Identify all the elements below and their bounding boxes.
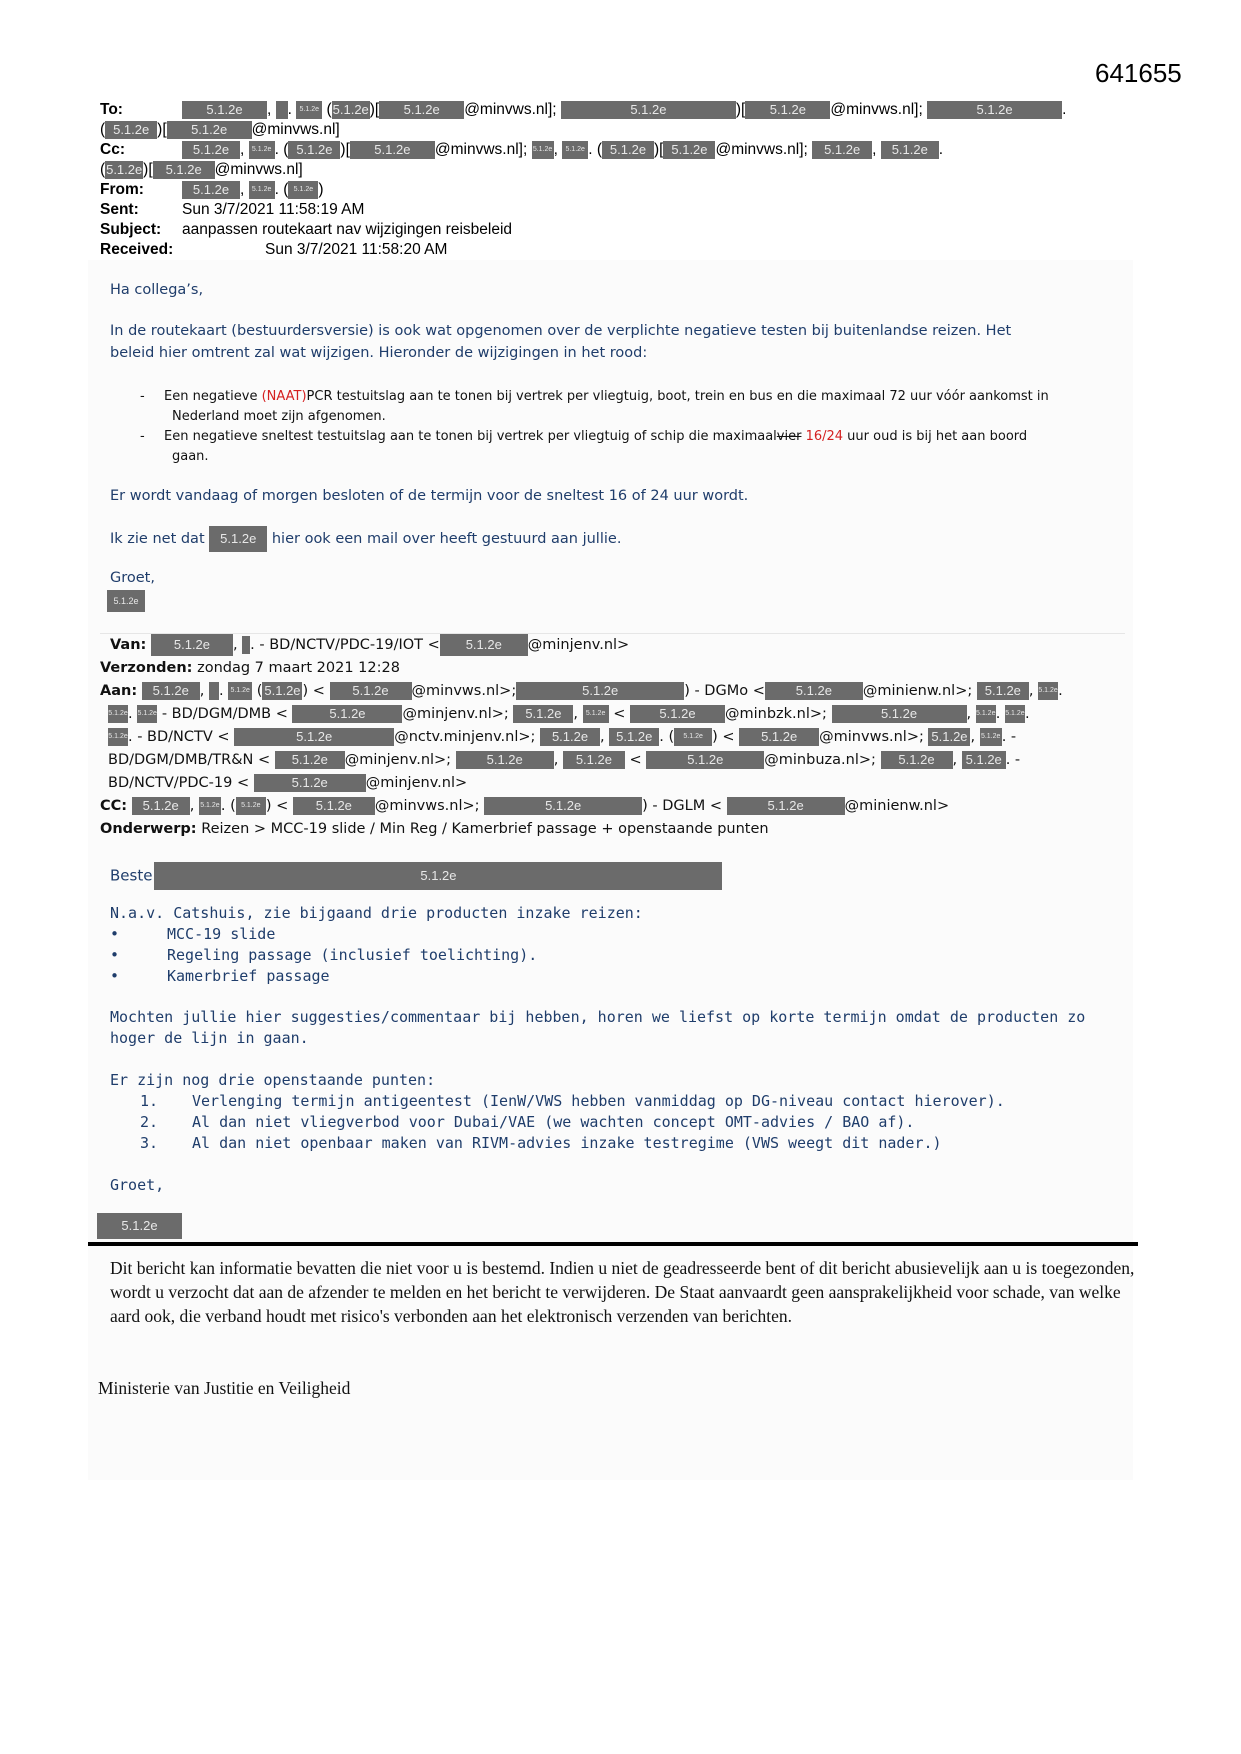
redaction: 5.1.2e <box>674 728 712 746</box>
redaction: 5.1.2e <box>561 101 736 119</box>
email-domain: @minvws.nl]; <box>830 101 923 118</box>
change-item-2 <box>140 427 1027 447</box>
onderwerp-line <box>100 818 769 841</box>
to-line: To: 5.1.2e , . 5.1.2e (5.1.2e)[ 5.1.2e @minvws.nl]; 5.1.2e )[ 5.1.2e @minvws.nl]; 5.1.2e . <box>100 101 1067 118</box>
redaction: 5.1.2e <box>563 751 625 769</box>
text: Ik zie net dat <box>110 531 205 547</box>
bullet-marker: • <box>110 925 120 943</box>
redaction <box>242 636 250 654</box>
text: BD/NCTV/PDC-19 < <box>108 775 250 791</box>
bullet-marker: • <box>110 967 120 985</box>
open-point <box>140 1092 1005 1110</box>
redaction: 5.1.2e <box>199 797 221 815</box>
redaction: 5.1.2e <box>236 797 266 815</box>
text: ) - DGMo < <box>684 683 765 699</box>
redaction: 5.1.2e <box>927 101 1062 119</box>
email-domain: @minjenv.nl> <box>365 775 468 791</box>
bullet-marker: - <box>140 429 145 444</box>
redaction: 5.1.2e <box>745 101 830 119</box>
redaction: 5.1.2e <box>142 682 200 700</box>
bullet-marker: - <box>140 389 145 404</box>
item-number: 3. <box>140 1134 159 1152</box>
redaction: 5.1.2e <box>739 728 819 746</box>
redaction: 5.1.2e <box>1005 705 1025 723</box>
aan-line-1: Aan: 5.1.2e , . 5.1.2e ( 5.1.2e ) < 5.1.2e @minvws.nl>; 5.1.2e ) - DGMo < 5.1.2e @minienw.nl>; 5.1.2e , 5.1.2e. <box>100 683 1063 699</box>
redaction: 5.1.2e <box>182 101 267 119</box>
document-number: 641655 <box>1095 58 1182 88</box>
redaction: 5.1.2e <box>288 181 318 199</box>
email-domain: @minjenv.nl>; <box>402 706 509 722</box>
cc-label: Cc: <box>100 141 125 158</box>
email-domain: @minjenv.nl> <box>527 637 630 653</box>
redaction: 5.1.2e <box>350 141 435 159</box>
redaction: 5.1.2e <box>583 705 609 723</box>
redaction <box>276 101 288 119</box>
email-domain: @minvws.nl]; <box>715 141 808 158</box>
redaction: 5.1.2e <box>1038 682 1058 700</box>
redaction: 5.1.2e <box>812 141 872 159</box>
email-domain: @minvws.nl] <box>251 121 340 138</box>
redaction: 5.1.2e <box>228 682 252 700</box>
sent-line <box>100 200 364 220</box>
redaction: 5.1.2e <box>456 751 554 769</box>
cc-line: Cc: 5.1.2e , 5.1.2e . ( 5.1.2e )[ 5.1.2e @minvws.nl]; 5.1.2e, 5.1.2e . ( 5.1.2e )[ 5.1.2e @minvws.nl]; 5.1.2e , 5.1.2e . <box>100 141 944 158</box>
aan-label: Aan: <box>100 683 138 699</box>
sent-value: Sun 3/7/2021 11:58:19 AM <box>182 201 365 218</box>
request-line-1: Mochten jullie hier suggesties/commentaar bij hebben, horen we liefst op korte termijn omdat de producten zo <box>110 1008 1086 1026</box>
redaction: 5.1.2e <box>234 728 394 746</box>
email-domain: @nctv.minjenv.nl>; <box>394 729 536 745</box>
redaction <box>209 682 219 700</box>
redaction: 5.1.2e <box>962 751 1006 769</box>
text: Al dan niet vliegverbod voor Dubai/VAE (we wachten concept OMT-advies / BAO af). <box>192 1113 915 1131</box>
aan-line-3: 5.1.2e. - BD/NCTV < 5.1.2e @nctv.minjenv.nl>; 5.1.2e , 5.1.2e . ( 5.1.2e ) < 5.1.2e @minvws.nl>; 5.1.2e , 5.1.2e. - <box>108 729 1017 745</box>
redaction: 5.1.2e <box>137 705 157 723</box>
text: Verlenging termijn antigeentest (IenW/VWS hebben vanmiddag op DG-niveau contact hierover). <box>192 1092 1005 1110</box>
redaction: 5.1.2e <box>663 141 715 159</box>
email-domain: @minvws.nl] <box>214 161 303 178</box>
item-number: 1. <box>140 1092 159 1110</box>
redaction: 5.1.2e <box>540 728 600 746</box>
text: Een negatieve <box>164 389 262 404</box>
text: - BD/DGM/DMB < <box>161 706 288 722</box>
aan-line-4: BD/DGM/DMB/TR&N < 5.1.2e @minjenv.nl>; 5.1.2e , 5.1.2e < 5.1.2e @minbuza.nl>; 5.1.2e , 5.1.2e . - <box>108 752 1021 768</box>
open-points-intro: Er zijn nog drie openstaande punten: <box>110 1071 436 1089</box>
email-domain: @minbzk.nl>; <box>724 706 827 722</box>
onderwerp-label: Onderwerp: <box>100 821 197 837</box>
from-line: From: 5.1.2e , 5.1.2e . ( 5.1.2e ) <box>100 181 324 198</box>
redaction: 5.1.2e <box>976 705 996 723</box>
aan-line-5 <box>108 772 467 795</box>
redaction: 5.1.2e <box>881 141 939 159</box>
text: MCC-19 slide <box>167 925 276 943</box>
text: Regeling passage (inclusief toelichting). <box>167 946 538 964</box>
redaction: 5.1.2e <box>727 797 845 815</box>
redaction: 5.1.2e <box>106 161 143 177</box>
redaction: 5.1.2e <box>881 751 953 769</box>
email-domain: @minvws.nl>; <box>374 798 480 814</box>
redaction: 5.1.2e <box>108 705 128 723</box>
change-item-1-cont: Nederland moet zijn afgenomen. <box>172 409 386 424</box>
redaction: 5.1.2e <box>484 797 642 815</box>
redaction: 5.1.2e <box>516 682 684 700</box>
signature-redaction <box>97 1213 182 1239</box>
text: ) - DGLM < <box>642 798 723 814</box>
redaction: 5.1.2e <box>182 181 240 199</box>
redaction: 5.1.2e <box>980 728 1002 746</box>
redaction: 5.1.2e <box>108 728 128 746</box>
text: BD/DGM/DMB/TR&N < <box>108 752 271 768</box>
redaction: 5.1.2e <box>264 683 301 698</box>
redaction: 5.1.2e <box>440 634 528 656</box>
redaction: 5.1.2e <box>275 751 345 769</box>
text: Een negatieve sneltest testuitslag aan te tonen bij vertrek per vliegtuig of schip die maximaal <box>164 429 777 444</box>
onderwerp-value: Reizen > MCC-19 slide / Min Reg / Kamerbrief passage + openstaande punten <box>201 821 769 837</box>
redaction: 5.1.2e <box>330 682 412 700</box>
open-point <box>140 1134 942 1152</box>
salutation-line <box>110 862 722 890</box>
intro-line-2: beleid hier omtrent zal wat wijzigen. Hieronder de wijzigingen in het rood: <box>110 345 648 361</box>
open-point <box>140 1113 914 1131</box>
ministry-name: Ministerie van Justitie en Veiligheid <box>98 1378 351 1398</box>
redaction: 5.1.2e <box>182 141 240 159</box>
highlight-red: (NAAT) <box>261 389 307 404</box>
redaction: 5.1.2e <box>532 141 554 159</box>
product-item <box>110 946 537 964</box>
closing-1: Groet, <box>110 570 155 586</box>
redaction: 5.1.2e <box>209 526 267 552</box>
subject-line <box>100 220 512 240</box>
redaction: 5.1.2e <box>254 774 366 792</box>
product-item <box>110 967 330 985</box>
request-line-2: hoger de lijn in gaan. <box>110 1029 309 1047</box>
received-value: Sun 3/7/2021 11:58:20 AM <box>265 241 448 258</box>
redaction: 5.1.2e <box>630 705 725 723</box>
aan-line-2: 5.1.2e. 5.1.2e - BD/DGM/DMB < 5.1.2e @minjenv.nl>; 5.1.2e , 5.1.2e < 5.1.2e @minbzk.nl>; 5.1.2e , 5.1.2e. 5.1.2e. <box>108 706 1030 722</box>
strikethrough-text: vier <box>776 429 802 444</box>
redaction: 5.1.2e <box>332 101 369 117</box>
text: hier ook een mail over heeft gestuurd aan jullie. <box>271 531 622 547</box>
redaction: 5.1.2e <box>167 121 252 139</box>
signature-redaction <box>107 590 145 612</box>
subject-label: Subject: <box>100 221 162 238</box>
email-domain: @minbuza.nl>; <box>764 752 876 768</box>
redaction: 5.1.2e <box>296 101 322 119</box>
redaction: 5.1.2e <box>97 1213 182 1239</box>
email-domain: @minienw.nl>; <box>862 683 973 699</box>
email-domain: @minvws.nl>; <box>819 729 924 745</box>
to-line-cont: ( 5.1.2e )[ 5.1.2e @minvws.nl] <box>100 121 340 138</box>
greeting: Ha collega’s, <box>110 282 204 298</box>
redaction: 5.1.2e <box>292 705 402 723</box>
redaction: 5.1.2e <box>765 682 863 700</box>
subject-value: aanpassen routekaart nav wijzigingen reisbeleid <box>182 221 513 238</box>
intro-line-1: In de routekaart (bestuurdersversie) is ook wat opgenomen over de verplichte negatieve testen bij buitenlandse reizen. Het <box>110 323 1012 339</box>
disclaimer-divider <box>88 1242 1138 1246</box>
cc-line-cont: (5.1.2e)[ 5.1.2e @minvws.nl] <box>100 161 303 178</box>
redaction: 5.1.2e <box>132 797 190 815</box>
email-domain: @minvws.nl]; <box>434 141 528 158</box>
redaction: 5.1.2e <box>154 862 722 890</box>
change-item-2-cont: gaan. <box>172 449 209 464</box>
verzonden-label: Verzonden: <box>100 660 193 676</box>
redaction: 5.1.2e <box>977 682 1029 700</box>
from-label: From: <box>100 181 144 198</box>
van-line: Van: 5.1.2e , . - BD/NCTV/PDC-19/IOT < 5.1.2e @minjenv.nl> <box>110 634 629 657</box>
sent-label: Sent: <box>100 201 139 218</box>
email-domain: @minvws.nl>; <box>411 683 517 699</box>
cc-label: CC: <box>100 798 128 814</box>
redaction: 5.1.2e <box>513 705 573 723</box>
verzonden-line <box>100 657 400 680</box>
email-domain: @minvws.nl]; <box>464 101 557 118</box>
redaction: 5.1.2e <box>105 121 157 139</box>
text: Kamerbrief passage <box>167 967 330 985</box>
redaction: 5.1.2e <box>249 181 275 199</box>
redaction: 5.1.2e <box>288 141 340 159</box>
van-label: Van: <box>110 637 147 653</box>
verzonden-value: zondag 7 maart 2021 12:28 <box>197 660 400 676</box>
redaction: 5.1.2e <box>293 797 375 815</box>
email-domain: @minjenv.nl>; <box>344 752 452 768</box>
redaction: 5.1.2e <box>646 751 764 769</box>
disclaimer-text: Dit bericht kan informatie bevatten die niet voor u is bestemd. Indien u niet de geadresseerde bent of dit bericht abusievelijk aan u is toegezonden, wordt u verzocht dat aan de afzender te melden en het bericht te verwijderen. De Staat aanvaardt geen aansprakelijkheid voor schade, van welke aard ook, die verband houdt met risico's verbonden aan het elektronisch verzenden van berichten. <box>110 1258 1135 1326</box>
redaction: 5.1.2e <box>249 141 275 159</box>
closing-2: Groet, <box>110 1176 165 1194</box>
text: . - BD/NCTV/PDC-19/IOT < <box>250 637 440 653</box>
redaction: 5.1.2e <box>609 728 659 746</box>
received-line <box>100 240 447 260</box>
redaction: 5.1.2e <box>379 101 464 119</box>
note-line <box>110 526 621 552</box>
text: Al dan niet openbaar maken van RIVM-advies inzake testregime (VWS weegt dit nader.) <box>192 1134 942 1152</box>
text: Beste <box>110 866 153 885</box>
decision-text: Er wordt vandaag of morgen besloten of de termijn voor de sneltest 16 of 24 uur wordt. <box>110 488 749 504</box>
text: uur oud is bij het aan boord <box>843 429 1028 444</box>
redaction: 5.1.2e <box>107 590 145 612</box>
highlight-red: 16/24 <box>801 429 844 444</box>
redaction: 5.1.2e <box>928 728 970 746</box>
redaction: 5.1.2e <box>602 141 654 159</box>
redaction: 5.1.2e <box>153 161 215 179</box>
redaction: 5.1.2e <box>562 141 588 159</box>
products-intro: N.a.v. Catshuis, zie bijgaand drie producten inzake reizen: <box>110 904 643 922</box>
redaction: 5.1.2e <box>151 634 233 656</box>
bullet-marker: • <box>110 946 120 964</box>
redaction: 5.1.2e <box>832 705 967 723</box>
item-number: 2. <box>140 1113 159 1131</box>
to-label: To: <box>100 101 123 118</box>
text: PCR testuitslag aan te tonen bij vertrek per vliegtuig, boot, trein en bus en die maximaal 72 uur vóór aankomst in <box>306 389 1049 404</box>
change-item-1 <box>140 387 1049 407</box>
email-domain: @minienw.nl> <box>844 798 950 814</box>
received-label: Received: <box>100 241 174 258</box>
product-item <box>110 925 275 943</box>
text: . - BD/NCTV < <box>128 729 230 745</box>
cc-line-2: CC: 5.1.2e , 5.1.2e. ( 5.1.2e ) < 5.1.2e @minvws.nl>; 5.1.2e ) - DGLM < 5.1.2e @minienw.nl> <box>100 798 950 814</box>
